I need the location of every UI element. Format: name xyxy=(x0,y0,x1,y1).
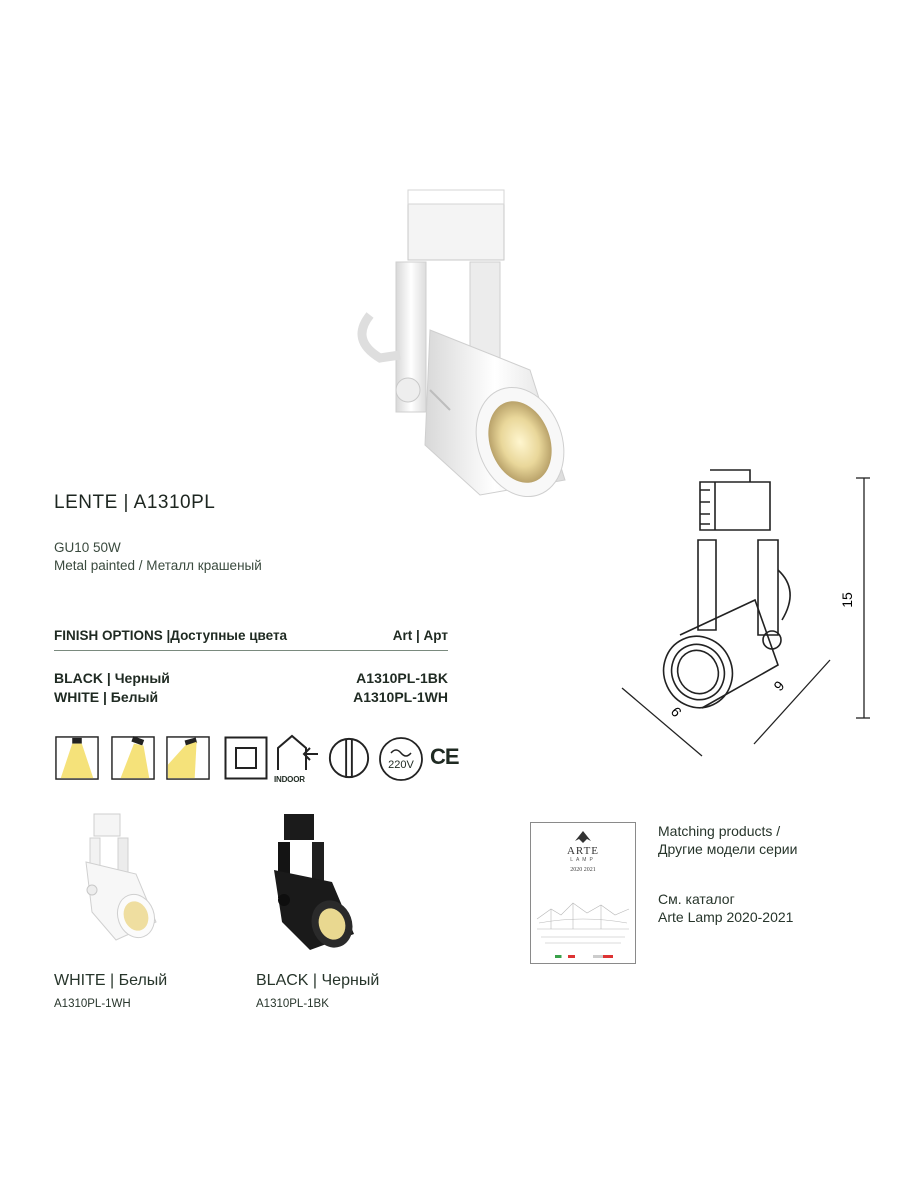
article-header: Art | Арт xyxy=(392,628,448,643)
catalog-brand: ARTE xyxy=(566,845,600,857)
catalog-cover xyxy=(530,822,636,964)
see-catalog-line1: См. каталог xyxy=(658,891,735,907)
voltage-symbol xyxy=(378,736,424,782)
spec-lamp: GU10 50W xyxy=(54,540,121,555)
italy-flag-icon xyxy=(555,955,575,958)
indoor-label: INDOOR xyxy=(274,775,305,784)
black-variant-code: A1310PL-1BK xyxy=(256,998,329,1010)
finish-row-white xyxy=(54,689,448,705)
white-variant-photo xyxy=(66,812,166,942)
house-icon xyxy=(274,734,322,772)
product-title: LENTE | A1310PL xyxy=(54,492,216,513)
finish-options-header xyxy=(54,628,448,648)
white-variant-code: A1310PL-1WH xyxy=(54,998,131,1010)
catalog-illustration xyxy=(531,879,635,949)
see-catalog-line2: Arte Lamp 2020-2021 xyxy=(658,909,794,925)
catalog-years: 2020 2021 xyxy=(570,867,596,873)
dimension-drawing xyxy=(620,460,870,760)
matching-products-line1: Matching products / xyxy=(658,823,781,839)
black-variant-name: BLACK | Черный xyxy=(256,972,380,989)
catalog-brand-sub: LAMP xyxy=(570,857,596,863)
ce-mark: CE xyxy=(430,744,459,769)
finish-row-black xyxy=(54,670,448,686)
dimmable-icon xyxy=(326,736,372,780)
finish-code: A1310PL-1WH xyxy=(353,689,448,705)
spec-material: Metal painted / Металл крашеный xyxy=(54,558,262,573)
dim-depth: 6 xyxy=(667,703,685,720)
matching-products-line2: Другие модели серии xyxy=(658,841,798,857)
voltage-label: 220V xyxy=(388,759,414,771)
black-variant-photo xyxy=(262,810,362,950)
white-variant-name: WHITE | Белый xyxy=(54,972,168,989)
product-photo xyxy=(330,180,580,510)
indoor-symbol xyxy=(274,734,322,782)
beam-tilt-icon xyxy=(165,736,211,780)
russia-flag-icon xyxy=(593,955,613,958)
dim-height: 15 xyxy=(839,592,855,608)
finish-label: BLACK | Черный xyxy=(54,670,170,686)
finish-code: A1310PL-1BK xyxy=(356,670,448,686)
beam-narrow-icon xyxy=(54,736,100,780)
finish-divider xyxy=(54,650,448,651)
beam-medium-icon xyxy=(110,736,156,780)
finish-label: WHITE | Белый xyxy=(54,689,159,705)
class-ii-insulation-icon xyxy=(224,736,268,780)
dim-width: 9 xyxy=(770,677,788,695)
finish-options-title: FINISH OPTIONS |Доступные цвета xyxy=(54,628,288,643)
